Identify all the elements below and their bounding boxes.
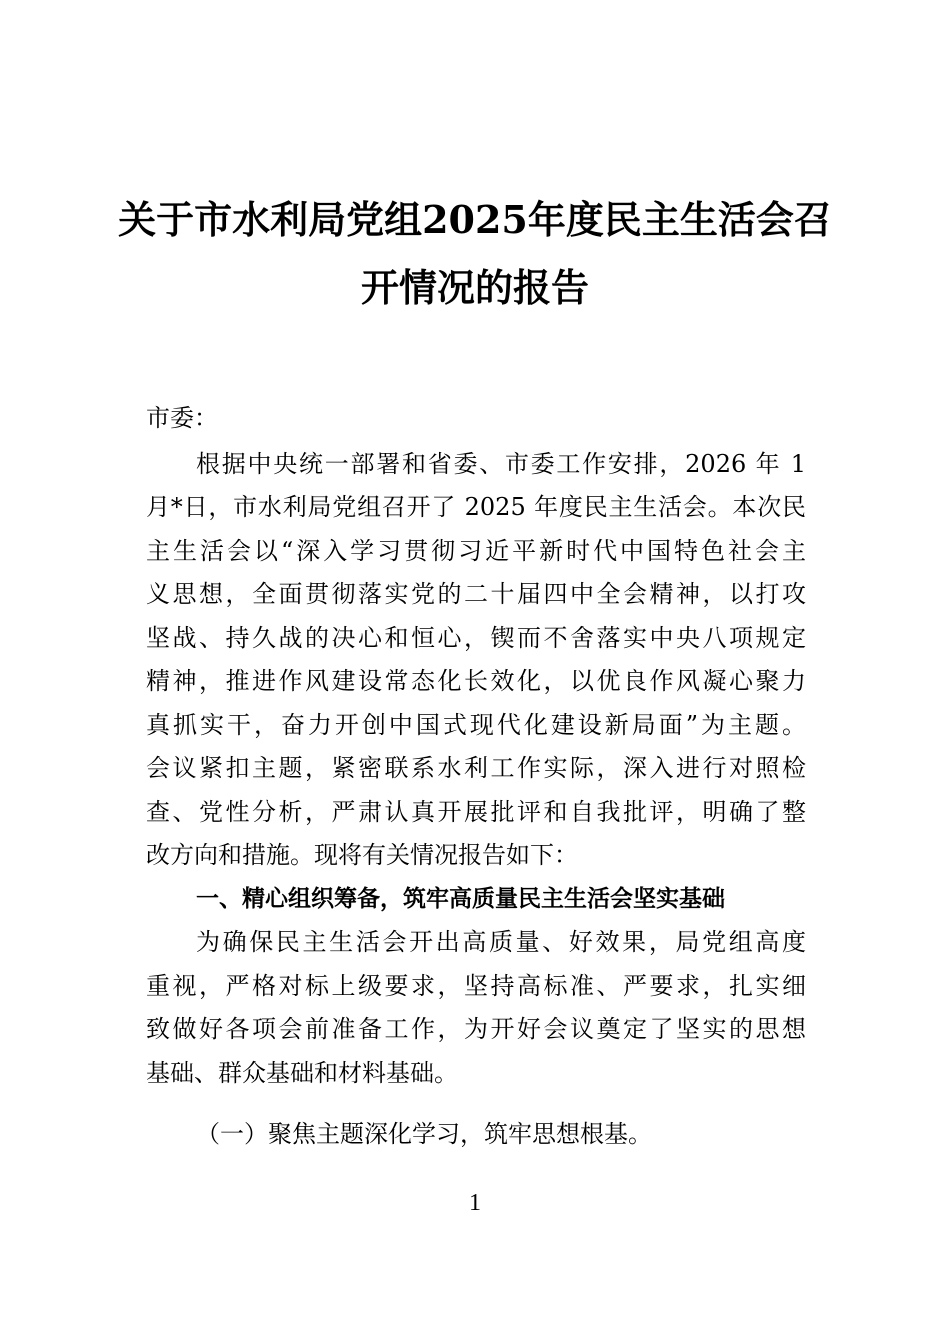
document-title-line-2: 开情况的报告 — [360, 265, 589, 310]
paragraph-line: 致做好各项会前准备工作，为开好会议奠定了坚实的思想 — [146, 1015, 806, 1043]
paragraph-line: 真抓实干，奋力开创中国式现代化建设新局面”为主题。 — [146, 711, 806, 739]
subsection-heading: （一）聚焦主题深化学习，筑牢思想根基。 — [196, 1120, 652, 1148]
paragraph-line: 会议紧扣主题，紧密联系水利工作实际，深入进行对照检 — [146, 754, 806, 782]
paragraph-line: 为确保民主生活会开出高质量、好效果，局党组高度 — [196, 928, 806, 956]
salutation: 市委： — [146, 404, 218, 432]
paragraph-line: 基础、群众基础和材料基础。 — [146, 1059, 458, 1087]
paragraph-line: 精神，推进作风建设常态化长效化，以优良作风凝心聚力 — [146, 667, 806, 695]
paragraph-line: 根据中央统一部署和省委、市委工作安排，2026 年 1 — [196, 450, 806, 478]
page-number: 1 — [469, 1190, 481, 1216]
document-title-line-1: 关于市水利局党组2025年度民主生活会召 — [118, 197, 832, 242]
section-heading: 一、精心组织筹备，筑牢高质量民主生活会坚实基础 — [196, 886, 725, 912]
paragraph-line: 重视，严格对标上级要求，坚持高标准、严要求，扎实细 — [146, 972, 806, 1000]
paragraph-line: 主生活会以“深入学习贯彻习近平新时代中国特色社会主 — [146, 537, 806, 565]
paragraph-line: 义思想，全面贯彻落实党的二十届四中全会精神，以打攻 — [146, 580, 806, 608]
paragraph-line: 月*日，市水利局党组召开了 2025 年度民主生活会。本次民 — [146, 493, 806, 521]
paragraph-line: 改方向和措施。现将有关情况报告如下： — [146, 841, 578, 869]
paragraph-line: 坚战、持久战的决心和恒心，锲而不舍落实中央八项规定 — [146, 624, 806, 652]
paragraph-line: 查、党性分析，严肃认真开展批评和自我批评，明确了整 — [146, 798, 806, 826]
